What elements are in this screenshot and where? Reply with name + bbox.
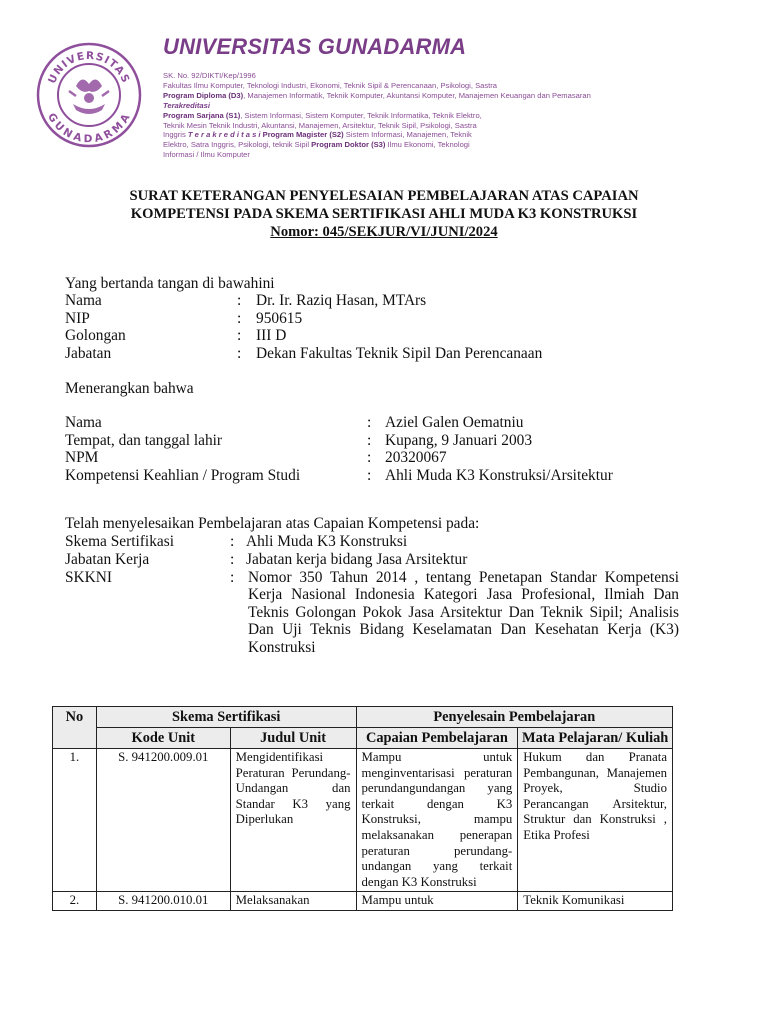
table-row: 1. S. 941200.009.01 Mengidentifikasi Peraturan Perundang-Undangan dan Standar K3 yang Diperlukan Mampu untuk menginventarisasi peraturan perundangundangan yang terkait dengan K3 Konstruksi, mampu melaksanakan penerapan peraturan perundang-undangan yang terkait dengan K3 Konstruksi Hukum dan Pranata Pembangunan, Manajemen Proyek, Studio Perancangan Arsitektur, Struktur dan Konstruksi , Etika Profesi <box>53 749 673 892</box>
table-row: 2. S. 941200.010.01 Melaksanakan Mampu untuk Teknik Komunikasi <box>53 892 673 911</box>
document-number: Nomor: 045/SEKJUR/VI/JUNI/2024 <box>270 224 498 240</box>
completion-intro: Telah menyelesaikan Pembelajaran atas Capaian Kompetensi pada: <box>65 515 480 532</box>
university-info: SK. No. 92/DIKTI/Kep/1996 Fakultas Ilmu Komputer, Teknologi Industri, Ekonomi, Teknik Sipil & Perencanaan, Psikologi, Sastra Program Diploma (D3), Manajemen Informatik, Teknik Komputer, Akuntansi Komputer, Manajemen Keuangan dan Pemasaran Terakreditasi Program Sarjana (S1), Sistem Informasi, Sistem Komputer, Teknik Informatika, Teknik Elektro, Teknik Mesin Teknik Industri, Akuntansi, Manajemen, Arsitektur, Teknik Sipil, Psikologi, Sastra Inggris T e r a k r e d i t a s i Program Magister (S2) Sistem Informasi, Manajemen, Teknik Elektro, Satra Inggris, Psikologi, teknik Sipil Program Doktor (S3) Ilmu Ekonomi, Teknologi Informasi / Ilmu Komputer <box>163 71 591 160</box>
header-no: No <box>53 707 97 749</box>
declares-text: Menerangkan bahwa <box>65 380 194 397</box>
signer-intro: Yang bertanda tangan di bawahini <box>65 275 275 292</box>
header-kode-unit: Kode Unit <box>96 728 230 749</box>
svg-text:UNIVERSITAS: UNIVERSITAS <box>46 49 132 86</box>
skkni-description: Nomor 350 Tahun 2014 , tentang Penetapan Standar Kompetensi Kerja Nasional Indonesia Kategori Jasa Profesional, Ilmiah Dan Teknis Golongan Pokok Jasa Arsitektur Dan Teknik Sipil; Analisis Dan Uji Teknis Bidang Keselamatan Dan Kesehatan Kerja (K3) Konstruksi <box>248 569 679 656</box>
document-title: SURAT KETERANGAN PENYELESAIAN PEMBELAJARAN ATAS CAPAIAN KOMPETENSI PADA SKEMA SERTIFIKASI AHLI MUDA K3 KONSTRUKSI Nomor: 045/SEKJUR/VI/JUNI/2024 <box>0 187 768 241</box>
university-name: UNIVERSITAS GUNADARMA <box>163 34 467 59</box>
university-seal-logo <box>36 42 142 148</box>
header-penyelesaian: Penyelesain Pembelajaran <box>356 707 672 728</box>
header-judul-unit: Judul Unit <box>230 728 356 749</box>
header-capaian: Capaian Pembelajaran <box>356 728 518 749</box>
svg-text:GUNADARMA: GUNADARMA <box>45 111 133 146</box>
competency-units-table <box>52 706 673 911</box>
header-mata-pelajaran: Mata Pelajaran/ Kuliah <box>518 728 673 749</box>
header-skema: Skema Sertifikasi <box>96 707 356 728</box>
